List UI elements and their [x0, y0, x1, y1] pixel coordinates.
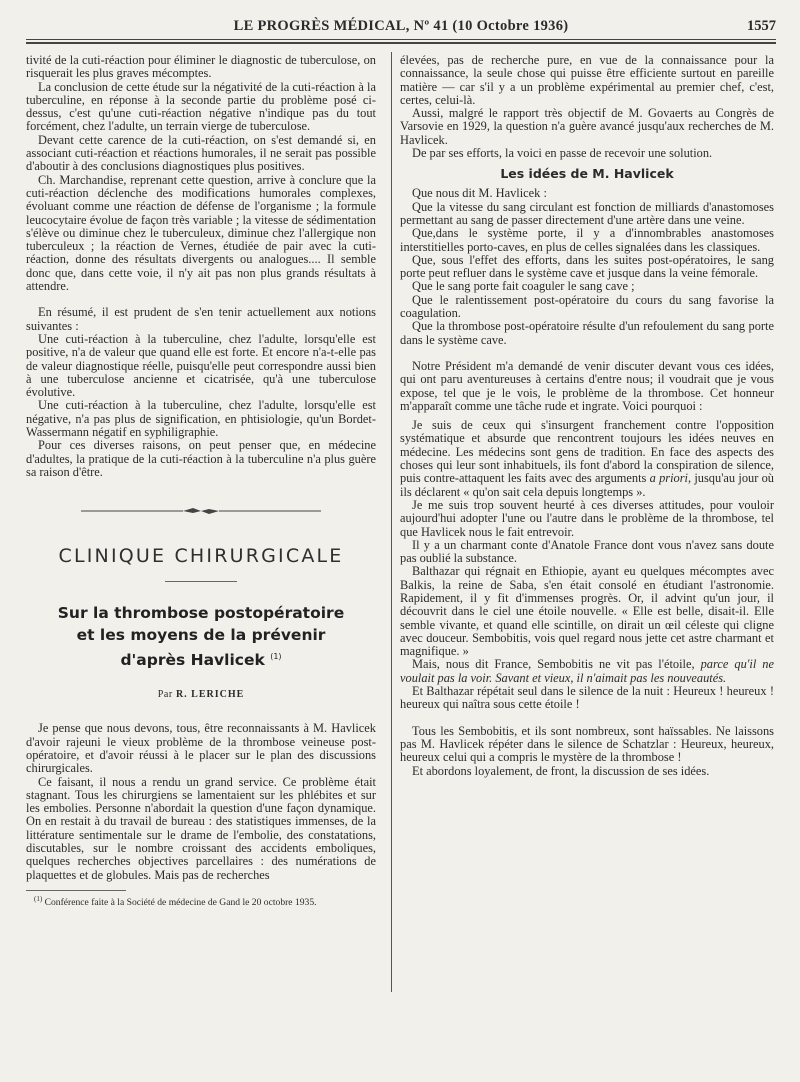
header-rule-thin — [26, 39, 776, 40]
paragraph: Balthazar qui régnait en Ethiopie, ayant eu quelques mécomptes avec Balkis, la reine de Saba, s'en était consolé en étudiant l'astronomie. Rapidement, il y fit d'immenses progrès. Or, il advint qu'un jour, il découvrit dans le ciel une étoile nouvelle. « Elle est belle, disait-il. Elle semble vivante, et quand elle scintille, on dirait un œil céleste qui cligne avec douceur. Sembobitis, vois quel regard nous jette cet astre charmant et magnifique. » — [400, 564, 774, 659]
paragraph: En résumé, il est prudent de s'en tenir actuellement aux notions suivantes : — [26, 305, 376, 333]
footnote-text: Conférence faite à la Société de médecine de Gand le 20 octobre 1935. — [44, 897, 317, 909]
header-rule-thick — [26, 42, 776, 44]
byline — [26, 689, 376, 700]
page-number: 1557 — [747, 18, 776, 34]
section-ornament-divider — [81, 505, 321, 517]
journal-title: LE PROGRÈS MÉDICAL, Nº 41 (10 Octobre 1936) — [233, 18, 569, 34]
paragraph: Une cuti-réaction à la tuberculine, chez l'adulte, lorsqu'elle est négative, n'a pas plus de signification, en phtisiologie, qu'un Bordet-Wassermann négatif en syphiligraphie. — [26, 398, 376, 440]
byline-prefix: Par — [157, 689, 173, 701]
paragraph: Que la vitesse du sang circulant est fonction de milliards d'anastomoses permettant au sang de passer directement d'une artère dans une veine. — [400, 199, 774, 227]
paragraph: Que nous dit M. Havlicek : — [412, 186, 547, 201]
column-divider — [391, 52, 392, 992]
left-column — [26, 54, 376, 908]
paragraph: Devant cette carence de la cuti-réaction, on s'est demandé si, en associant cuti-réaction et réactions humorales, il ne serait pas possible d'aboutir à des conclusions diagnostiques plus positives. — [26, 132, 376, 174]
article-title-line: et les moyens de la prévenir — [76, 626, 326, 645]
article-title-line: Sur la thrombose postopératoire — [57, 604, 345, 623]
paragraph: Je me suis trop souvent heurté à ces diverses attitudes, pour vouloir aujourd'hui adopter l'une ou l'autre dans le problème de la thrombose, tel que Havlicek nous le fait entrevoir. — [400, 497, 774, 539]
article-title-line: d'après Havlicek — [120, 651, 265, 670]
footnote — [26, 894, 376, 908]
paragraph: Une cuti-réaction à la tuberculine, chez l'adulte, lorsqu'elle est positive, n'a de valeur que quand elle est forte. Et encore n'a-t-elle pas de valeur diagnostique réelle, puisqu'elle peut correspondre aussi bien à une tuberculose ancienne et cicatrisée, qu'à une tuberculose évolutive. — [26, 331, 376, 400]
paragraph: Mais, nous dit France, Sembobitis ne vit pas l'étoile, parce qu'il ne voulait pas la voir. Savant et vieux, il n'aimait pas les nouveautés. — [400, 657, 774, 685]
section-title: CLINIQUE CHIRURGICALE — [58, 545, 344, 568]
article-title — [26, 602, 376, 671]
paragraph: Et abordons loyalement, de front, la discussion de ses idées. — [412, 763, 710, 778]
paragraph: Pour ces diverses raisons, on peut penser que, en médecine d'adultes, la pratique de la cuti-réaction à la tuberculine n'a plus guère sa raison d'être. — [26, 438, 376, 479]
paragraph: Et Balthazar répétait seul dans le silence de la nuit : Heureux ! heureux ! heureux qui naîtra sous cette étoile ! — [400, 684, 774, 712]
paragraph: De par ses efforts, la voici en passe de recevoir une solution. — [412, 146, 713, 161]
author-name: R. LERICHE — [175, 689, 245, 701]
paragraph: Je pense que nous devons, tous, être reconnaissants à M. Havlicek d'avoir rajeuni le vieux problème de la thrombose veineuse post-opératoire, et d'avoir réussi à le placer sur le plan des discussions chirurgicales. — [26, 721, 376, 776]
paragraph: Tous les Sembobitis, et ils sont nombreux, sont haïssables. Ne laissons pas M. Havlicek répéter dans le silence de Schatzlar : Heureux, heureux, heureux celui qui a compris le mystère de la thrombose ! — [400, 723, 774, 765]
paragraph: Que, sous l'effet des efforts, dans les suites post-opératoires, le sang porte peut refluer dans le système cave et jusque dans la veine fémorale. — [400, 252, 774, 281]
paragraph: Notre Président m'a demandé de venir discuter devant vous ces idées, qui ont paru aventureuses à certains d'entre nous; il voudrait que je vous expose, tel que je le vois, le problème de la thrombose. Cet honneur m'apparaît comme une tâche rude et ingrate. Voici pourquoi : — [400, 358, 774, 413]
footnote-mark: (1) — [34, 894, 43, 903]
paragraph: tivité de la cuti-réaction pour éliminer le diagnostic de tuberculose, on risquerait les plus graves mécomptes. — [26, 53, 376, 81]
subheading: Les idées de M. Havlicek — [500, 166, 674, 182]
paragraph: élevées, pas de recherche pure, en vue de la connaissance pour la connaissance, la seule chose qui puisse être efficiente surtout en pareille matière — car s'il y a un problème expérimental au premier chef, c'est, certes, celui-là. — [400, 53, 774, 107]
paragraph: Ch. Marchandise, reprenant cette question, arrive à conclure que la cuti-réaction déclenche des modifications humorales complexes, évoluant comme une réaction de défense de l'organisme ; la formule leucocytaire évolue de façon très variable ; la vitesse de sédimentation s'élève ou diminue chez le tuberculeux, diminue chez l'allergique non tuberculeux ; la réaction de Vernes, étudiée de pair avec la cuti-réaction, donne des résultats divergents ou analogues.... Il semble donc que, dans cette voie, il n'y ait pas non plus grands résultats à attendre. — [26, 172, 376, 294]
paragraph: Ce faisant, il nous a rendu un grand service. Ce problème était stagnant. Tous les chirurgiens se lamentaient sur les phlébites et sur les embolies. Personne n'abordait la question d'une façon dynamique. On en restait à du travail de bureau : des statistiques immenses, de la littérature sentimentale sur le drame de l'embolie, des constatations, discutables, sur le nombre croissant des accidents emboliques, quelques recherches objectives parcellaires : des numérations de plaquettes et de globules. Mais pas de recherches — [26, 774, 376, 882]
paragraph: Que,dans le système porte, il y a d'innombrables anastomoses interstitielles porto-caves, en plus de celles signalées dans les classiques. — [400, 226, 774, 254]
paragraph: Que le ralentissement post-opératoire du cours du sang favorise la coagulation. — [400, 292, 774, 321]
paragraph: Je suis de ceux qui s'insurgent franchement contre l'opposition systématique et absurde que rencontrent toujours les idées neuves en médecine. Les médecins sont gens de tradition. En face des aspects des choses qui leur sont inhabituels, ils font d'abord la conspiration de silence, puis contre-attaquent les faits avec des arguments a priori, jusqu'au jour où ils déclarent « qu'on sait cela depuis longtemps ». — [400, 418, 774, 499]
paragraph: Que la thrombose post-opératoire résulte d'un refoulement du sang porte dans le système cave. — [400, 319, 774, 347]
paragraph: Que le sang porte fait coaguler le sang cave ; — [412, 279, 635, 294]
running-header — [26, 16, 776, 38]
right-column — [400, 54, 774, 778]
footnote-rule — [26, 890, 126, 891]
paragraph: Il y a un charmant conte d'Anatole France dont vous n'avez sans doute pas oublié la substance. — [400, 537, 774, 566]
paragraph: Aussi, malgré le rapport très objectif de M. Govaerts au Congrès de Varsovie en 1929, la question n'a guère avancé jusqu'aux recherches de M. Havlicek. — [400, 106, 774, 147]
footnote-reference: (1) — [270, 652, 282, 662]
paragraph: La conclusion de cette étude sur la négativité de la cuti-réaction à la tuberculine, en réponse à la seconde partie du problème posé ci-dessus, c'est qu'une cuti-réaction négative n'indique pas du tout forcément, chez l'adulte, un terrain vierge de tuberculose. — [26, 79, 376, 134]
